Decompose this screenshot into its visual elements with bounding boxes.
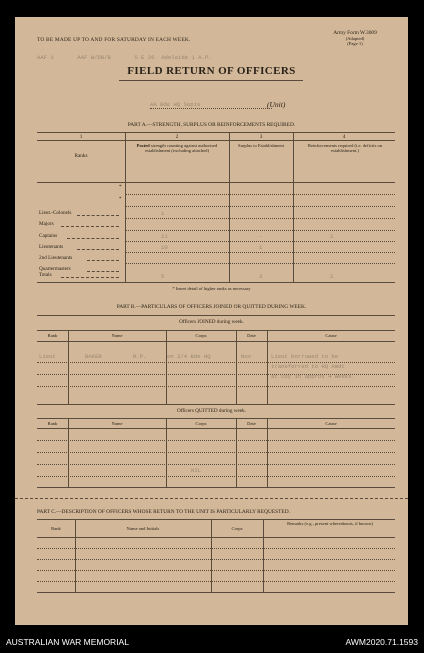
part-c-col-corps: Corps xyxy=(231,526,243,531)
col-number-1: 1 xyxy=(79,134,83,140)
typed-ltcol-posted: 1 xyxy=(161,210,165,217)
rank-lieutenants: Lieutenants xyxy=(39,244,64,250)
header-posted-rest: strength counting against authorised establishment (excluding attached) xyxy=(144,143,218,153)
rank-quartermasters: Quartermasters xyxy=(39,266,71,272)
joined-cause-line-2: transferred to HQ Amdt xyxy=(271,363,345,370)
part-c-heading: PART C.—DESCRIPTION OF OFFICERS WHOSE RETURN TO THE UNIT IS PARTICULARLY REQUESTED. xyxy=(37,509,290,515)
quitted-col-cause: Cause xyxy=(325,421,337,426)
typed-lieutenants-surplus: 1 xyxy=(259,244,263,251)
quitted-nil-typed: NIL xyxy=(191,467,202,474)
joined-rank-typed: Lieut xyxy=(39,353,56,360)
typed-total-posted: 5 xyxy=(161,273,165,280)
joined-name-typed: BAKER xyxy=(85,353,102,360)
header-posted-bold: Posted xyxy=(136,143,150,148)
quitted-col-corps: Corps xyxy=(195,421,207,426)
rank-captains: Captains xyxy=(39,233,58,239)
form-reference xyxy=(315,30,395,46)
quitted-title: Officers QUITTED during week. xyxy=(176,408,247,414)
footer-attribution: AUSTRALIAN WAR MEMORIAL xyxy=(6,637,129,647)
form-page: (Page 1) xyxy=(347,41,363,46)
asterisk-2: * xyxy=(119,196,122,202)
totals-label: Totals xyxy=(39,272,52,278)
unit-typed: AA Bde HQ Sapis xyxy=(150,101,201,108)
joined-date-typed: Nov xyxy=(241,353,252,360)
rank-lt-colonels: Lieut.-Colonels xyxy=(39,210,72,216)
typed-lieutenants-posted: 10 xyxy=(161,244,168,251)
unit-label: (Unit) xyxy=(267,100,286,109)
typed-captains-posted: 21 xyxy=(161,233,168,240)
part-c-col-remarks: Remarks (e.g., present whereabouts, if known) xyxy=(287,521,373,526)
joined-col-rank: Rank xyxy=(47,333,58,338)
part-a-heading: PART A.—STRENGTH, SURPLUS OR REINFORCEMENTS REQUIRED. xyxy=(127,122,296,128)
joined-corps-typed: on 2/4 Bde HQ xyxy=(167,353,211,360)
joined-col-name: Name xyxy=(111,333,123,338)
typed-total-reinf: 2 xyxy=(330,273,334,280)
unit-dotted-line xyxy=(150,108,272,109)
instruction-text: TO BE MADE UP TO AND FOR SATURDAY IN EACH WEEK. xyxy=(37,37,191,43)
rank-2nd-lieutenants: 2nd Lieutenants xyxy=(39,255,73,261)
typed-captains-surplus: - xyxy=(259,233,263,240)
quitted-col-rank: Rank xyxy=(47,421,58,426)
joined-initials-typed: R.P. xyxy=(133,353,147,360)
quitted-col-name: Name xyxy=(111,421,123,426)
title-underline xyxy=(119,80,303,81)
joined-cause-line-1: Lieut borrowed to be xyxy=(271,353,339,360)
rank-majors: Majors xyxy=(39,221,54,227)
joined-col-cause: Cause xyxy=(325,333,337,338)
footer-accession-number: AWM2020.71.1593 xyxy=(345,637,418,647)
asterisk-1: * xyxy=(119,184,122,190)
col-number-4: 4 xyxy=(342,134,346,140)
typed-total-surplus: 3 xyxy=(259,273,263,280)
col-number-3: 3 xyxy=(259,134,263,140)
form-sheet xyxy=(15,17,408,625)
part-a-footnote: * Insert detail of higher ranks as necessary xyxy=(172,286,251,291)
header-ranks: Ranks xyxy=(74,153,88,159)
typed-reference-line: AAF 1 AAF W/DB/B S E 26 Adelaide 1 A.P. xyxy=(37,54,212,61)
joined-title: Officers JOINED during week. xyxy=(179,319,244,325)
form-title: FIELD RETURN OF OFFICERS xyxy=(127,65,296,77)
perforation-line xyxy=(15,498,408,499)
quitted-col-date: Date xyxy=(247,421,256,426)
joined-cause-line-3: at Coy in approx 4 weeks. xyxy=(271,373,355,380)
form-adapted: (Adapted) xyxy=(345,36,365,41)
header-reinforcements: Reinforcements required (i.e. deficits on establishment.) xyxy=(307,143,383,153)
typed-captains-reinf: 2 xyxy=(330,233,334,240)
header-surplus: Surplus to Establishment xyxy=(238,143,284,148)
part-c-col-name: Name and Initials xyxy=(126,526,160,531)
form-number: Army Form W.3009 xyxy=(333,30,377,36)
col-number-2: 2 xyxy=(175,134,179,140)
joined-col-corps: Corps xyxy=(195,333,207,338)
part-b-heading: PART B.—PARTICULARS OF OFFICERS JOINED OR QUITTED DURING WEEK. xyxy=(116,304,307,310)
part-c-col-rank: Rank xyxy=(51,526,61,531)
joined-col-date: Date xyxy=(247,333,256,338)
header-posted xyxy=(127,143,227,153)
